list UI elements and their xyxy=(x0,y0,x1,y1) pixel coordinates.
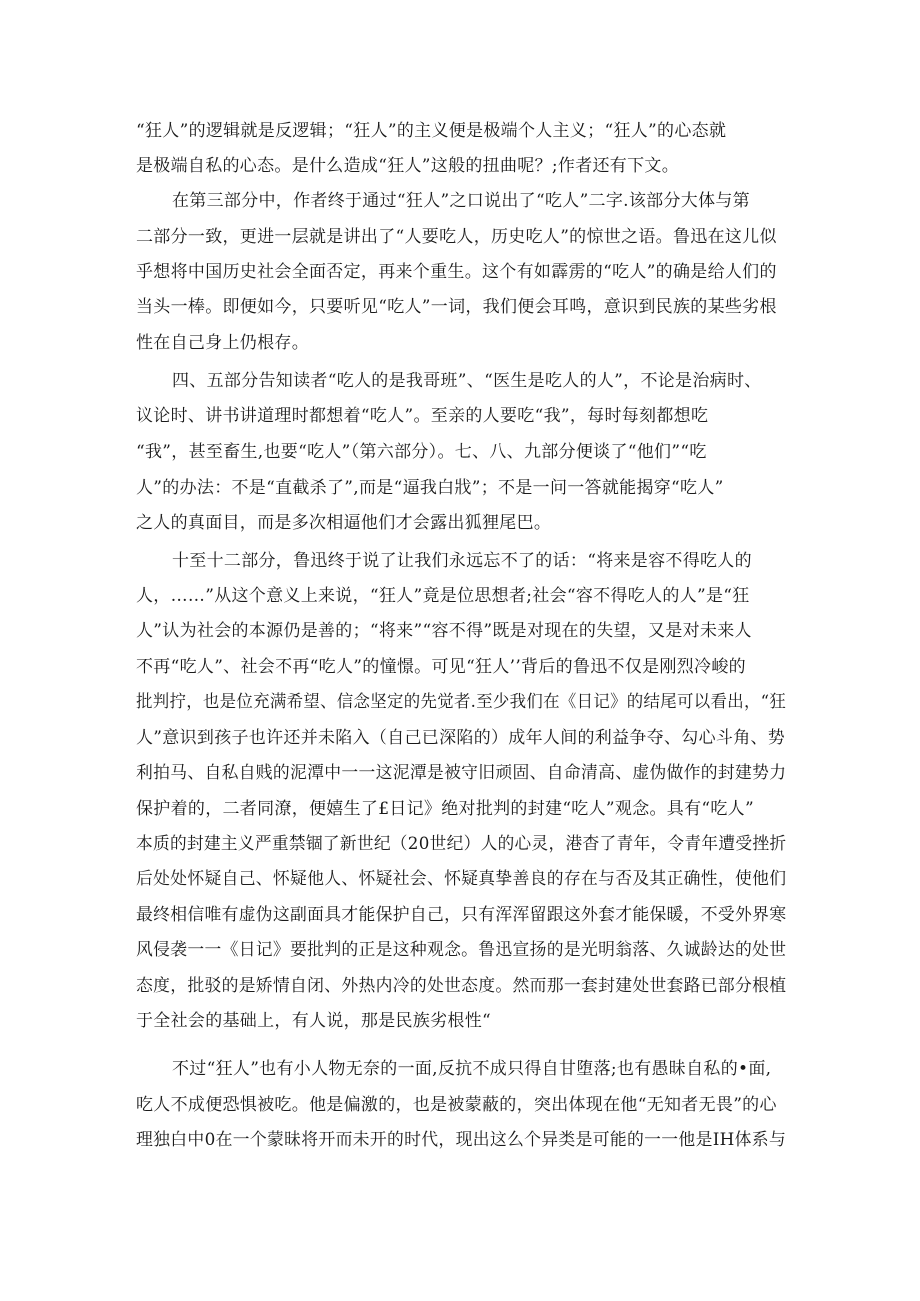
text-line: 二部分一致，更进一层就是讲出了“人要吃人，历史吃人”的惊世之语。鲁迅在这儿似 xyxy=(136,227,777,247)
text-line: 态度，批驳的是矫情自闭、外热内冷的处世态度。然而那一套封建处世套路已部分根植 xyxy=(136,976,787,996)
text-line: 之人的真面目，而是多次相逼他们才会露出狐狸尾巴。 xyxy=(136,513,552,533)
text-line: 理独白中0在一个蒙昧将开而未开的时代，现出这么个异类是可能的一一他是IH体系与 xyxy=(136,1130,787,1150)
text-line: 利拍马、自私自贱的泥潭中一一这泥潭是被守旧顽固、自命清高、虚伪做作的封建势力 xyxy=(136,763,787,783)
text-line: 议论时、讲书讲道理时都想着“吃人”。至亲的人要吃“我”，每时每刻都想吃 xyxy=(136,406,709,426)
text-line: 人”认为社会的本源仍是善的；“将来”“容不得”既是对现在的失望，又是对未来人 xyxy=(136,621,752,641)
text-line: 人”意识到孩子也许还并未陷入（自己已深陷的）成年人间的利益争夺、勾心斗角、势 xyxy=(136,728,786,748)
text-line: 人”的办法：不是“直截杀了”,而是“逼我白戕”；不是一问一答就能揭穿“吃人” xyxy=(136,478,724,498)
text-line: 不再“吃人”、社会不再“吃人”的憧憬。可见“狂人’’背后的鲁迅不仅是刚烈冷峻的 xyxy=(136,657,746,677)
text-line: “我”，甚至畜生,也要“吃人”（第六部分）。七、八、九部分便谈了“他们”“吃 xyxy=(136,442,707,462)
paragraph-first-line: 四、五部分告知读者“吃人的是我哥班”、“医生是吃人的人”，不论是治病时、 xyxy=(172,371,762,391)
text-line: 后处处怀疑自己、怀疑他人、怀疑社会、怀疑真挚善良的存在与否及其正确性，使他们 xyxy=(136,869,787,889)
paragraph-first-line: 在第三部分中，作者终于通过“狂人”之口说出了“吃人”二字.该部分大体与第 xyxy=(172,191,750,211)
text-line: 保护着的，二者同潦，便嬉生了£日记》绝对批判的封建“吃人”观念。具有“吃人” xyxy=(136,799,754,819)
text-line: 批判拧，也是位充满希望、信念坚定的先觉者.至少我们在《日记》的结尾可以看出，“狂 xyxy=(136,692,787,712)
text-line: 于全社会的基础上，有人说，那是民族劣根性“ xyxy=(136,1011,491,1031)
text-line: 最终相信唯有虚伪这副面具才能保护自己，只有浑浑留跟这外套才能保暖，不受外界寒 xyxy=(136,905,787,925)
text-line: 人，……”从这个意义上来说，“狂人”竟是位思想者;社会“容不得吃人的人”是“狂 xyxy=(136,586,750,606)
text-line: 性在自己身上仍根存。 xyxy=(136,333,309,353)
text-line: “狂人”的逻辑就是反逻辑；“狂人”的主义便是极端个人主义；“狂人”的心态就 xyxy=(136,121,727,141)
text-line: 风侵袭一一《日记》要批判的正是这种观念。鲁迅宣扬的是光明翁落、久诚龄达的处世 xyxy=(136,940,787,960)
text-line: 当头一棒。即便如今，只要听见“吃人”一词，我们便会耳鸣，意识到民族的某些劣根 xyxy=(136,297,777,317)
paragraph-first-line: 十至十二部分，鲁迅终于说了让我们永远忘不了的话：“将来是容不得吃人的 xyxy=(172,551,752,571)
text-line: 吃人不成便恐惧被吃。他是偏激的，也是被蒙蔽的，突出体现在他“无知者无畏”的心 xyxy=(136,1095,777,1115)
text-line: 本质的封建主义严重禁锢了新世纪（20世纪）人的心灵，港杳了青年，令青年遭受挫折 xyxy=(136,834,787,854)
text-line: 是极端自私的心态。是什么造成“狂人”这般的扭曲呢？;作者还有下文。 xyxy=(136,156,680,176)
paragraph-first-line: 不过“狂人”也有小人物无奈的一面,反抗不成只得自甘堕落;也有愚昧自私的•面, xyxy=(172,1059,772,1079)
text-line: 乎想将中国历史社会全面否定，再来个重生。这个有如霹雳的“吃人”的确是给人们的 xyxy=(136,262,777,282)
